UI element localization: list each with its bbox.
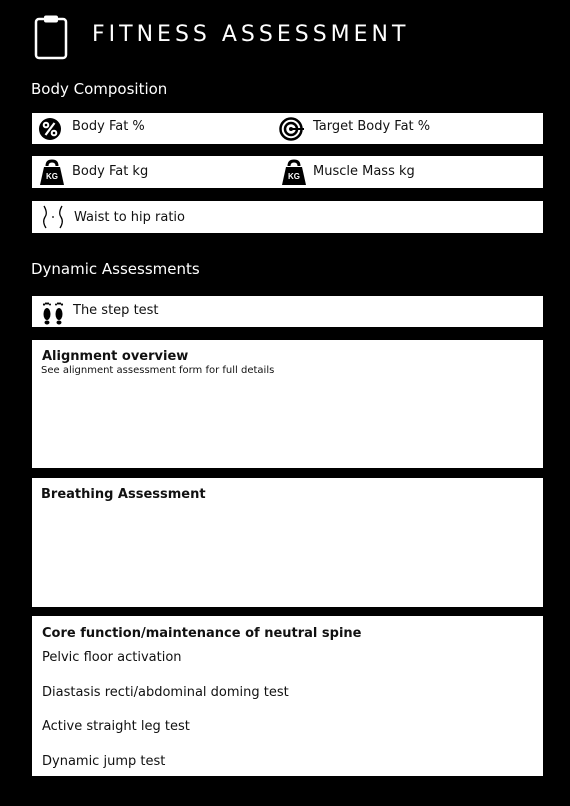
core-item: Pelvic floor activation — [42, 650, 182, 665]
step-test-row — [32, 296, 543, 327]
section-heading-dynamic: Dynamic Assessments — [31, 260, 200, 278]
waist-hip-label: Waist to hip ratio — [74, 210, 185, 225]
kettlebell-kg-icon — [38, 159, 66, 186]
body-fat-row — [32, 113, 543, 144]
percent-icon — [38, 117, 62, 141]
alignment-box — [32, 340, 543, 468]
alignment-note: See alignment assessment form for full details — [41, 365, 275, 376]
core-item: Diastasis recti/abdominal doming test — [42, 685, 289, 700]
waist-hip-row — [32, 201, 543, 233]
body-fat-kg-label: Body Fat kg — [72, 164, 149, 179]
alignment-title: Alignment overview — [42, 349, 189, 364]
muscle-mass-kg-label: Muscle Mass kg — [313, 164, 415, 179]
step-test-label: The step test — [73, 303, 159, 318]
core-title: Core function/maintenance of neutral spine — [42, 626, 362, 641]
body-fat-kg-row — [32, 156, 543, 188]
core-item: Active straight leg test — [42, 719, 190, 734]
breathing-box — [32, 478, 543, 607]
page-title: FITNESS ASSESSMENT — [92, 22, 410, 47]
body-fat-percent-label: Body Fat % — [72, 119, 145, 134]
waist-icon — [40, 205, 66, 229]
target-body-fat-label: Target Body Fat % — [313, 119, 431, 134]
target-icon — [279, 117, 305, 141]
section-heading-body-composition: Body Composition — [31, 80, 168, 98]
kg-text: KG — [46, 172, 58, 181]
core-item: Dynamic jump test — [42, 754, 166, 769]
footprints-icon — [40, 299, 66, 325]
kg-text: KG — [288, 172, 300, 181]
clipboard-icon — [34, 14, 68, 60]
breathing-title: Breathing Assessment — [41, 487, 206, 502]
core-box — [32, 616, 543, 776]
kettlebell-kg-icon — [280, 159, 308, 186]
